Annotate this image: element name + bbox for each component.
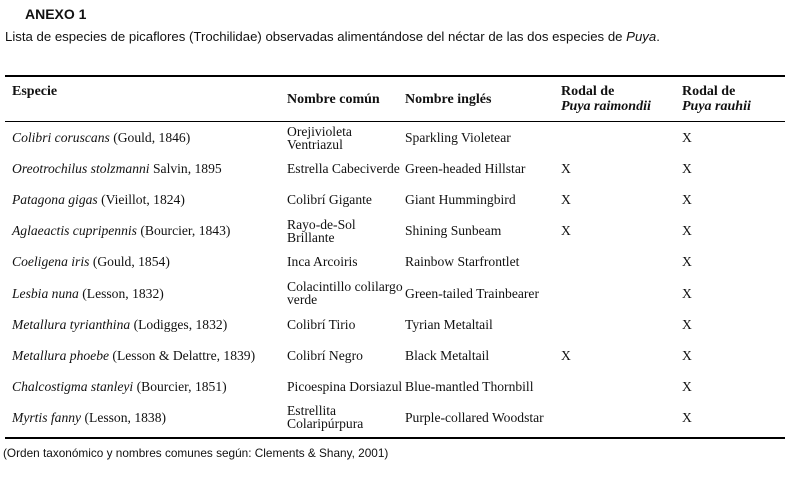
common-name-cell: Inca Arcoiris xyxy=(287,254,358,270)
scientific-name: Colibri coruscans xyxy=(12,130,110,146)
raimondii-presence-cell: X xyxy=(561,161,571,177)
table-row xyxy=(5,153,785,184)
header-rodal-rauhii-line1: Rodal de xyxy=(682,84,736,99)
species-table xyxy=(5,122,785,433)
rauhii-presence-cell: X xyxy=(682,347,692,363)
header-english-name: Nombre inglés xyxy=(405,92,492,107)
common-name-cell: Colibrí Gigante xyxy=(287,192,372,208)
raimondii-presence-cell: X xyxy=(561,192,571,208)
raimondii-presence-cell: X xyxy=(561,223,571,239)
rauhii-presence-cell: X xyxy=(682,223,692,239)
raimondii-presence-cell: X xyxy=(561,347,571,363)
table-row xyxy=(5,340,785,371)
common-name-cell: Colacintillo colilargo verde xyxy=(287,279,403,308)
table-row xyxy=(5,184,785,215)
table-top-rule xyxy=(5,75,785,77)
annex-title: ANEXO 1 xyxy=(25,6,87,22)
footnote: (Orden taxonómico y nombres comunes según: Clements & Shany, 2001) xyxy=(3,446,389,460)
rauhii-presence-cell: X xyxy=(682,130,692,146)
header-rodal-raimondii xyxy=(561,84,651,114)
caption-prefix: Lista de especies de picaflores (Trochilidae) observadas alimentándose del néctar de las dos especies de xyxy=(5,29,627,44)
species-cell xyxy=(5,371,287,402)
english-name-cell: Shining Sunbeam xyxy=(405,223,502,239)
scientific-name: Aglaeactis cupripennis xyxy=(12,223,137,239)
species-authority: (Bourcier, 1851) xyxy=(133,378,227,394)
species-authority: (Lesson, 1838) xyxy=(81,409,167,425)
rauhii-presence-cell: X xyxy=(682,285,692,301)
raimondii-presence-cell xyxy=(561,122,682,153)
species-cell xyxy=(5,122,287,153)
table-row xyxy=(5,309,785,340)
table-row xyxy=(5,122,785,153)
table-row xyxy=(5,402,785,433)
header-rodal-raimondii-line1: Rodal de xyxy=(561,84,615,99)
species-authority: (Lesson, 1832) xyxy=(78,285,164,301)
species-authority: (Lesson & Delattre, 1839) xyxy=(109,347,256,363)
table-row xyxy=(5,371,785,402)
caption-suffix: . xyxy=(656,29,660,44)
species-cell xyxy=(5,340,287,371)
english-name-cell: Blue-mantled Thornbill xyxy=(405,378,534,394)
species-cell xyxy=(5,309,287,340)
header-rodal-rauhii xyxy=(682,84,751,114)
scientific-name: Coeligena iris xyxy=(12,254,90,270)
species-cell xyxy=(5,184,287,215)
species-cell xyxy=(5,277,287,308)
scientific-name: Metallura phoebe xyxy=(12,347,110,363)
raimondii-presence-cell xyxy=(561,371,682,402)
common-name-cell: Rayo-de-Sol Brillante xyxy=(287,216,356,245)
scientific-name: Chalcostigma stanleyi xyxy=(12,378,134,394)
rauhii-presence-cell: X xyxy=(682,192,692,208)
species-authority: (Gould, 1846) xyxy=(109,130,191,146)
english-name-cell: Purple-collared Woodstar xyxy=(405,409,544,425)
species-cell xyxy=(5,153,287,184)
english-name-cell: Green-tailed Trainbearer xyxy=(405,285,539,301)
caption-genus: Puya xyxy=(626,29,657,44)
scientific-name: Patagona gigas xyxy=(12,192,98,208)
common-name-cell: Estrella Cabeciverde xyxy=(287,161,400,177)
english-name-cell: Black Metaltail xyxy=(405,347,490,363)
species-cell xyxy=(5,402,287,433)
species-authority: (Gould, 1854) xyxy=(89,254,170,270)
common-name-cell: Estrellita Colaripúrpura xyxy=(287,403,364,432)
table-caption xyxy=(5,29,660,44)
raimondii-presence-cell xyxy=(561,402,682,433)
english-name-cell: Green-headed Hillstar xyxy=(405,161,526,177)
species-authority: (Vieillot, 1824) xyxy=(97,192,185,208)
rauhii-presence-cell: X xyxy=(682,161,692,177)
common-name-cell: Picoespina Dorsiazul xyxy=(287,378,403,394)
species-table-body xyxy=(5,122,785,433)
english-name-cell: Tyrian Metaltail xyxy=(405,316,493,332)
table-row xyxy=(5,277,785,308)
table-row xyxy=(5,215,785,246)
english-name-cell: Sparkling Violetear xyxy=(405,130,511,146)
common-name-cell: Orejivioleta Ventriazul xyxy=(287,123,352,152)
header-rodal-raimondii-line2: Puya raimondii xyxy=(561,99,651,114)
raimondii-presence-cell xyxy=(561,277,682,308)
scientific-name: Metallura tyrianthina xyxy=(12,316,131,332)
scientific-name: Oreotrochilus stolzmanni xyxy=(12,161,150,177)
scientific-name: Lesbia nuna xyxy=(12,285,79,301)
header-common-name: Nombre común xyxy=(287,92,380,107)
species-cell xyxy=(5,215,287,246)
species-authority: (Bourcier, 1843) xyxy=(136,223,231,239)
species-authority: Salvin, 1895 xyxy=(149,161,222,177)
rauhii-presence-cell: X xyxy=(682,409,692,425)
common-name-cell: Colibrí Tirio xyxy=(287,316,356,332)
table-bottom-rule xyxy=(5,437,785,439)
header-rodal-rauhii-line2: Puya rauhii xyxy=(682,99,751,114)
rauhii-presence-cell: X xyxy=(682,254,692,270)
rauhii-presence-cell: X xyxy=(682,316,692,332)
species-cell xyxy=(5,246,287,277)
header-species: Especie xyxy=(12,84,58,99)
common-name-cell: Colibrí Negro xyxy=(287,347,363,363)
species-authority: (Lodigges, 1832) xyxy=(130,316,228,332)
rauhii-presence-cell: X xyxy=(682,378,692,394)
raimondii-presence-cell xyxy=(561,309,682,340)
scientific-name: Myrtis fanny xyxy=(12,409,82,425)
raimondii-presence-cell xyxy=(561,246,682,277)
table-row xyxy=(5,246,785,277)
english-name-cell: Giant Hummingbird xyxy=(405,192,516,208)
english-name-cell: Rainbow Starfrontlet xyxy=(405,254,520,270)
